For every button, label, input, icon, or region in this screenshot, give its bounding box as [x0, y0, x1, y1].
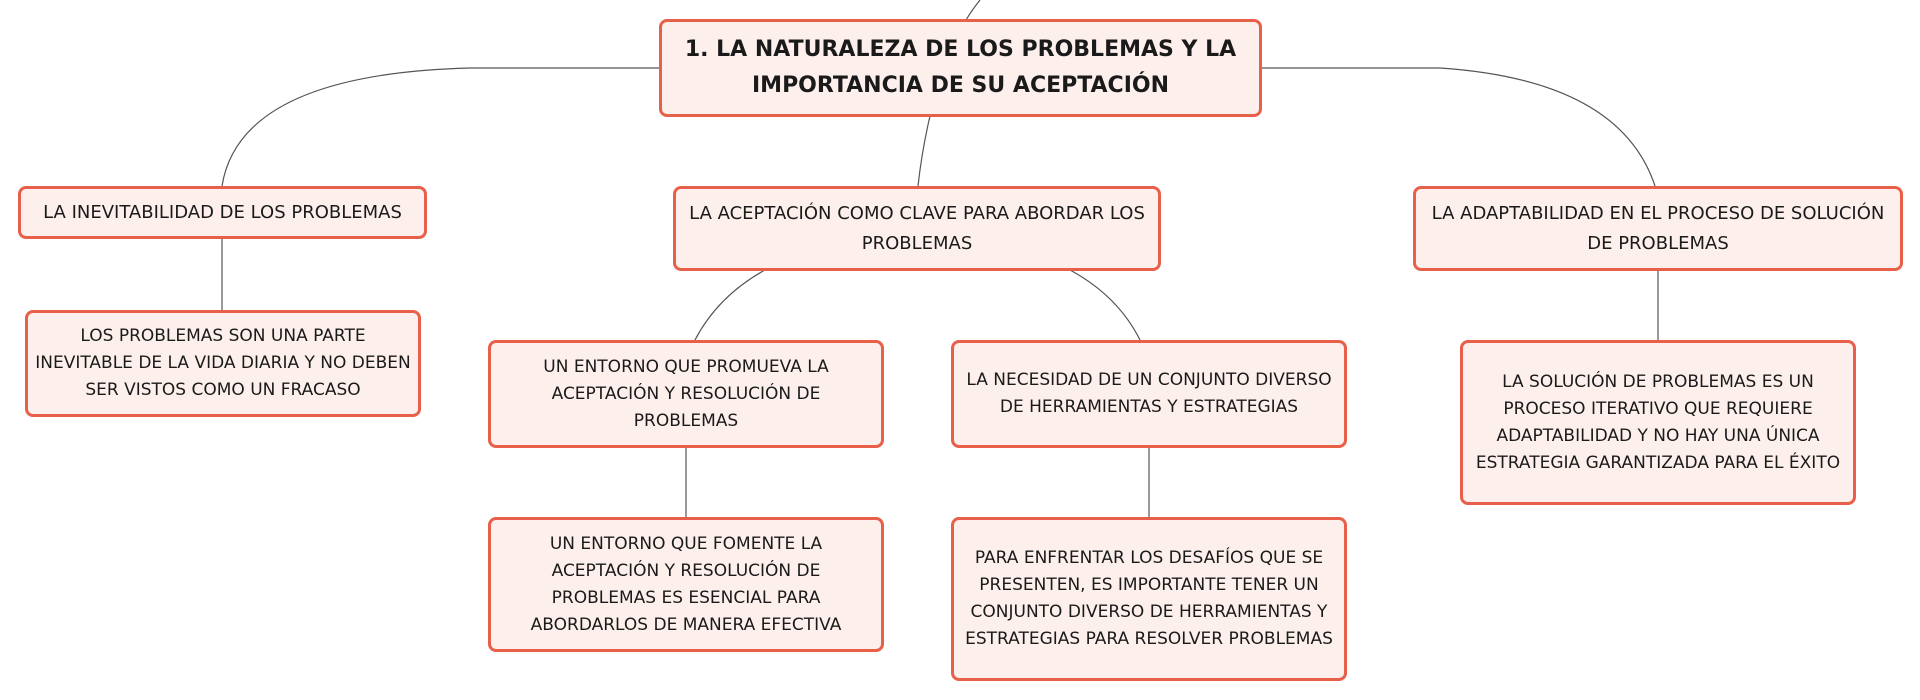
- connector-root-to-adaptabilidad: [1258, 68, 1655, 186]
- connector-aceptacion-to-necesidad: [1070, 270, 1140, 340]
- detail-entorno-label: UN ENTORNO QUE FOMENTE LA ACEPTACIÓN Y RESOLUCIÓN DE PROBLEMAS ES ESENCIAL PARA ABORDARLOS DE MANERA EFECTIVA: [530, 533, 842, 635]
- topic-necesidad-label: LA NECESIDAD DE UN CONJUNTO DIVERSO DE HERRAMIENTAS Y ESTRATEGIAS: [966, 370, 1332, 417]
- root-topic-label: 1. LA NATURALEZA DE LOS PROBLEMAS Y LA IMPORTANCIA DE SU ACEPTACIÓN: [684, 37, 1237, 98]
- connector-root-to-aceptacion: [918, 116, 930, 186]
- branch-adaptabilidad-label: LA ADAPTABILIDAD EN EL PROCESO DE SOLUCIÓN DE PROBLEMAS: [1431, 202, 1885, 254]
- connector-root-to-inevitabilidad: [222, 68, 662, 186]
- connector-parent-to-root: [966, 0, 980, 20]
- topic-entorno-label: UN ENTORNO QUE PROMUEVA LA ACEPTACIÓN Y RESOLUCIÓN DE PROBLEMAS: [543, 356, 829, 431]
- detail-adaptabilidad[interactable]: [1460, 340, 1856, 505]
- detail-inevitabilidad-label: LOS PROBLEMAS SON UNA PARTE INEVITABLE DE LA VIDA DIARIA Y NO DEBEN SER VISTOS COMO UN FRACASO: [35, 326, 411, 400]
- topic-necesidad[interactable]: [951, 340, 1347, 448]
- branch-inevitabilidad[interactable]: [18, 186, 427, 239]
- detail-necesidad[interactable]: [951, 517, 1347, 681]
- branch-adaptabilidad[interactable]: [1413, 186, 1903, 271]
- detail-entorno[interactable]: [488, 517, 884, 652]
- branch-inevitabilidad-label: LA INEVITABILIDAD DE LOS PROBLEMAS: [43, 201, 402, 223]
- root-topic[interactable]: [659, 19, 1262, 117]
- branch-aceptacion-label: LA ACEPTACIÓN COMO CLAVE PARA ABORDAR LOS PROBLEMAS: [689, 202, 1145, 254]
- detail-inevitabilidad[interactable]: [25, 310, 421, 417]
- detail-necesidad-label: PARA ENFRENTAR LOS DESAFÍOS QUE SE PRESENTEN, ES IMPORTANTE TENER UN CONJUNTO DIVERSO DE HERRAMIENTAS Y ESTRATEGIAS PARA RESOLVER PROBLEMAS: [965, 548, 1333, 649]
- branch-aceptacion[interactable]: [673, 186, 1161, 271]
- topic-entorno[interactable]: [488, 340, 884, 448]
- detail-adaptabilidad-label: LA SOLUCIÓN DE PROBLEMAS ES UN PROCESO ITERATIVO QUE REQUIERE ADAPTABILIDAD Y NO HAY UNA ÚNICA ESTRATEGIA GARANTIZADA PARA EL ÉXITO: [1475, 371, 1841, 473]
- connector-aceptacion-to-entorno: [695, 270, 765, 340]
